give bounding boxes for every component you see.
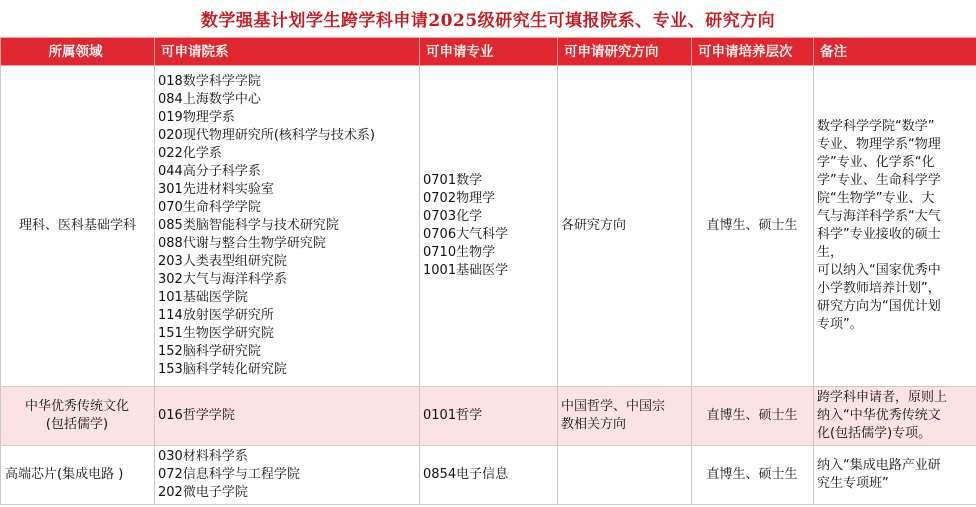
header-directions: 可申请研究方向 <box>558 38 692 66</box>
cell-line: 030材料科学系 <box>158 449 248 464</box>
cell-line: 0701数学 <box>423 173 483 188</box>
cell-line: 153脑科学转化研究院 <box>158 362 287 377</box>
cell-line: 0101哲学 <box>423 408 483 423</box>
cell-line: 直博生、硕士生 <box>706 467 798 482</box>
cell-line: 研究方向为“国优计划 <box>817 299 941 314</box>
table-row <box>1 66 976 387</box>
cell-line: 小学教师培养计划”， <box>817 281 941 296</box>
cell-departments <box>155 387 420 446</box>
cell-line: 114放射医学研究所 <box>158 308 274 323</box>
page-title: 数学强基计划学生跨学科申请2025级研究生可填报院系、专业、研究方向 <box>200 10 776 31</box>
cell-majors <box>420 66 558 387</box>
cell-line: 0710生物学 <box>423 245 496 260</box>
cell-line: 学”专业、化学系“化 <box>817 155 935 170</box>
cell-line: 301先进材料实验室 <box>158 182 274 197</box>
cell-line: 0854电子信息 <box>423 467 509 482</box>
cell-line: 018数学科学学院 <box>158 74 261 89</box>
cell-line: 1001基础医学 <box>423 263 509 278</box>
header-majors: 可申请专业 <box>420 38 558 66</box>
cell-line: 152脑科学研究院 <box>158 344 261 359</box>
cell-line: 科学”专业接收的硕士 <box>817 227 941 242</box>
cell-line: 203人类表型组研究院 <box>158 254 287 269</box>
cell-line: 化(包括儒学)专项。 <box>817 426 932 441</box>
cell-line: 019物理学系 <box>158 110 235 125</box>
cell-notes <box>814 446 976 505</box>
cell-line: 纳入“集成电路产业研 <box>817 458 941 473</box>
cell-line: 070生命科学学院 <box>158 200 261 215</box>
cell-line: 院“生物学”专业、大 <box>817 191 935 206</box>
cell-line: 中国哲学、中国宗 <box>561 399 666 414</box>
cell-line: 151生物医学研究院 <box>158 326 274 341</box>
cell-notes <box>814 66 976 387</box>
header-field: 所属领域 <box>1 38 155 66</box>
cell-line: 纳入“中华优秀传统文 <box>817 408 941 423</box>
cell-line: 0703化学 <box>423 209 483 224</box>
cell-notes <box>814 387 976 446</box>
cell-line: 101基础医学院 <box>158 290 248 305</box>
cell-line: 专项”。 <box>817 317 863 332</box>
cell-levels <box>692 66 814 387</box>
application-table <box>0 37 976 505</box>
cell-directions <box>558 66 692 387</box>
cell-line: 跨学科申请者，原则上 <box>817 390 948 405</box>
cell-line: 020现代物理研究所(核科学与技术系) <box>158 128 375 143</box>
cell-directions <box>558 446 692 505</box>
cell-line: 学”专业、生命科学学 <box>817 173 941 188</box>
cell-line: 气与海洋科学系“大气 <box>817 209 941 224</box>
header-departments: 可申请院系 <box>155 38 420 66</box>
cell-line: 0706大气科学 <box>423 227 509 242</box>
cell-field <box>1 387 155 446</box>
cell-line: 302大气与海洋科学系 <box>158 272 287 287</box>
cell-line: 教相关方向 <box>561 417 627 432</box>
cell-line: 专业、物理学系“物理 <box>817 137 941 152</box>
cell-line: (包括儒学) <box>45 417 109 432</box>
table-header-row <box>1 38 976 66</box>
table-row <box>1 446 976 505</box>
cell-line: 072信息科学与工程学院 <box>158 467 300 482</box>
table-row <box>1 387 976 446</box>
cell-line: 直博生、硕士生 <box>706 218 798 233</box>
cell-line: 202微电子学院 <box>158 485 248 500</box>
cell-line: 016哲学学院 <box>158 408 235 423</box>
cell-line: 可以纳入“国家优秀中 <box>817 263 941 278</box>
cell-levels <box>692 387 814 446</box>
cell-line: 0702物理学 <box>423 191 496 206</box>
cell-levels <box>692 446 814 505</box>
cell-line: 085类脑智能科学与技术研究院 <box>158 218 339 233</box>
cell-line: 中华优秀传统文化 <box>24 399 129 414</box>
cell-line: 各研究方向 <box>561 218 627 233</box>
cell-directions <box>558 387 692 446</box>
header-levels: 可申请培养层次 <box>692 38 814 66</box>
cell-departments <box>155 66 420 387</box>
cell-majors <box>420 446 558 505</box>
cell-line: 084上海数学中心 <box>158 92 261 107</box>
header-notes: 备注 <box>814 38 976 66</box>
cell-line: 直博生、硕士生 <box>706 408 798 423</box>
cell-line: 044高分子科学系 <box>158 164 261 179</box>
cell-field: 理科、医科基础学科 <box>1 66 155 387</box>
cell-departments <box>155 446 420 505</box>
cell-line: 088代谢与整合生物学研究院 <box>158 236 326 251</box>
cell-line: 数学科学学院“数学” <box>817 119 935 134</box>
cell-line: 生， <box>817 245 844 260</box>
cell-line: 022化学系 <box>158 146 222 161</box>
cell-line: 究生专项班” <box>817 476 889 491</box>
cell-field: 高端芯片(集成电路 ) <box>1 446 155 505</box>
cell-majors <box>420 387 558 446</box>
